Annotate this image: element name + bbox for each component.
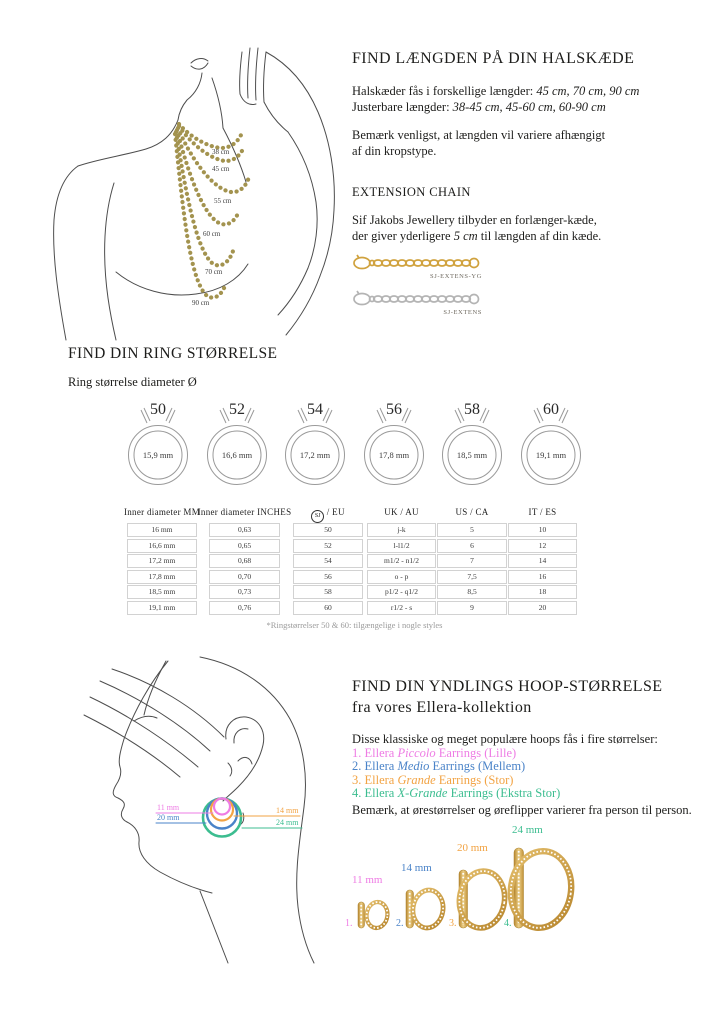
- hoop-size-label-14mm: 14 mm: [401, 862, 432, 874]
- ear-label-11mm: 11 mm: [157, 803, 180, 812]
- sj-logo-icon: SJ: [311, 510, 324, 523]
- hoop-list-item-x-grande: 4. Ellera X-Grande Earrings (Ekstra Stor): [352, 786, 561, 800]
- table-cell: 54: [293, 554, 363, 568]
- extension-chain-title: EXTENSION CHAIN: [352, 185, 471, 199]
- hoop-text-block: [352, 676, 722, 817]
- ring-size-number: 60: [542, 401, 559, 418]
- table-cell: p1/2 - q1/2: [367, 585, 436, 599]
- necklace-length-label: 60 cm: [203, 230, 221, 238]
- table-cell: o - p: [367, 570, 436, 584]
- table-cell: 8,5: [437, 585, 507, 599]
- column-header: IT / ES: [528, 507, 557, 517]
- table-column-inches: [197, 505, 292, 617]
- hoop-products-illustration: [340, 824, 580, 940]
- table-cell: 20: [508, 601, 577, 615]
- ring-table-footnote: *Ringstørrelser 50 & 60: tilgængelige i nogle styles: [266, 620, 443, 630]
- table-column-it-es: [508, 505, 577, 617]
- table-cell: 19,1 mm: [127, 601, 197, 615]
- hoop-list-item-piccolo: 1. Ellera Piccolo Earrings (Lille): [352, 745, 517, 760]
- table-cell: 52: [293, 539, 363, 553]
- table-cell: 10: [508, 523, 577, 537]
- hoop-section-title-line1: FIND DIN YNDLINGS HOOP-STØRRELSE: [352, 678, 663, 695]
- table-cell: r1/2 - s: [367, 601, 436, 615]
- ear-label-24mm: 24 mm: [276, 818, 299, 827]
- column-header: Inner diameter MM: [123, 507, 201, 517]
- table-cell: 16: [508, 570, 577, 584]
- gold-chain-icon: [352, 253, 482, 273]
- table-cell: 0,68: [209, 554, 280, 568]
- table-cell: 60: [293, 601, 363, 615]
- table-cell: 5: [437, 523, 507, 537]
- table-cell: 12: [508, 539, 577, 553]
- column-header: US / CA: [455, 507, 489, 517]
- table-cell: 18,5 mm: [127, 585, 197, 599]
- ear-illustration: [50, 655, 360, 965]
- ear-label-20mm: 20 mm: [157, 813, 180, 822]
- hoop-number-2: 2.: [396, 918, 404, 929]
- table-cell: 0,65: [209, 539, 280, 553]
- table-cell: 14: [508, 554, 577, 568]
- necklace-note-paragraph: Bemærk venligst, at længden vil variere afhængigt af din kropstype.: [352, 128, 606, 158]
- necklace-length-label: 55 cm: [214, 197, 232, 205]
- necklace-length-label: 70 cm: [205, 268, 223, 276]
- silver-chain-sku: SJ-EXTENS: [443, 309, 482, 316]
- hoop-size-label-20mm: 20 mm: [457, 842, 488, 854]
- table-cell: 0,76: [209, 601, 280, 615]
- table-cell: 0,63: [209, 523, 280, 537]
- ring-size-50: [119, 397, 198, 493]
- hoop-intro: Disse klassiske og meget populære hoops fås i fire størrelser:: [352, 732, 658, 746]
- necklace-illustration: [50, 40, 350, 345]
- ring-size-number: 52: [228, 401, 245, 418]
- hoop-list-item-grande: 3. Ellera Grande Earrings (Stor): [352, 772, 514, 787]
- necklace-length-label: 38 cm: [212, 148, 230, 156]
- column-header: UK / AU: [384, 507, 419, 517]
- gold-chain-sku: SJ-EXTENS-YG: [430, 273, 482, 280]
- ring-size-table: [123, 505, 582, 625]
- ring-inner-diameter: 19,1 mm: [535, 450, 566, 460]
- table-cell: 50: [293, 523, 363, 537]
- table-cell: 56: [293, 570, 363, 584]
- ring-section-subtitle: Ring størrelse diameter Ø: [68, 375, 197, 389]
- ring-size-number: 50: [150, 401, 166, 418]
- hoop-circle-11mm: [214, 799, 230, 815]
- ring-size-60: [512, 397, 591, 493]
- table-cell: 17,2 mm: [127, 554, 197, 568]
- ring-size-54: [276, 397, 355, 493]
- table-cell: l-l1/2: [367, 539, 436, 553]
- necklace-length-label: 45 cm: [212, 165, 230, 173]
- ring-size-number: 54: [307, 401, 323, 418]
- table-cell: 6: [437, 539, 507, 553]
- hoop-number-1: 1.: [345, 918, 353, 929]
- hoop-list-item-medio: 2. Ellera Medio Earrings (Mellem): [352, 759, 526, 773]
- hoop-section-title-line2: fra vores Ellera-kollektion: [352, 699, 532, 716]
- ring-inner-diameter: 17,8 mm: [378, 450, 409, 460]
- hoop-number-3: 3.: [449, 918, 457, 929]
- hoop-size-label-24mm: 24 mm: [512, 824, 543, 836]
- table-cell: 16 mm: [127, 523, 197, 537]
- profile-face-drawing-icon: [50, 655, 360, 965]
- table-cell: 16,6 mm: [127, 539, 197, 553]
- necklace-length-label: 90 cm: [192, 299, 210, 307]
- table-cell: m1/2 - n1/2: [367, 554, 436, 568]
- table-column-mm: [123, 505, 201, 617]
- necklace-lengths-paragraph: Halskæder fås i forskellige længder: 45 cm, 70 cm, 90 cm Justerbare længder: 38-45 cm, 45-60 cm, 60-90 cm: [352, 84, 640, 114]
- silver-chain-icon: [352, 289, 482, 309]
- ring-inner-diameter: 18,5 mm: [456, 450, 488, 460]
- extension-chain-paragraph: Sif Jakobs Jewellery tilbyder en forlænger-kæde, der giver yderligere 5 cm til længden af din kæde.: [352, 213, 602, 243]
- ring-inner-diameter: 16,6 mm: [221, 450, 252, 460]
- ring-size-number: 58: [464, 401, 480, 418]
- ring-section-title: FIND DIN RING STØRRELSE: [68, 345, 278, 362]
- ear-label-14mm: 14 mm: [276, 806, 299, 815]
- hoop-size-label-11mm: 11 mm: [352, 874, 383, 886]
- ring-size-row: [119, 397, 590, 493]
- table-cell: 0,73: [209, 585, 280, 599]
- extension-chain-gold: [352, 253, 482, 280]
- table-cell: 9: [437, 601, 507, 615]
- table-cell: 0,70: [209, 570, 280, 584]
- ring-size-56: [355, 397, 434, 493]
- table-cell: 7: [437, 554, 507, 568]
- table-cell: 7,5: [437, 570, 507, 584]
- table-cell: 17,8 mm: [127, 570, 197, 584]
- necklace-text-block: [352, 50, 717, 316]
- table-cell: j-k: [367, 523, 436, 537]
- ring-inner-diameter: 15,9 mm: [142, 450, 174, 460]
- table-cell: 18: [508, 585, 577, 599]
- necklace-section-title: FIND LÆNGDEN PÅ DIN HALSKÆDE: [352, 50, 635, 67]
- ring-size-58: [433, 397, 512, 493]
- column-header: Inner diameter INCHES: [197, 507, 292, 517]
- column-header-sj-eu: SJ / EU: [281, 505, 375, 523]
- ring-inner-diameter: 17,2 mm: [299, 450, 331, 460]
- ring-size-number: 56: [385, 401, 402, 418]
- table-column-sj-eu: [293, 505, 363, 617]
- ring-size-52: [198, 397, 277, 493]
- hoop-number-4: 4.: [504, 918, 512, 929]
- table-cell: 58: [293, 585, 363, 599]
- extension-chain-silver: [352, 289, 482, 316]
- hoop-note: Bemærk, at ørestørrelser og øreflipper varierer fra person til person.: [352, 802, 692, 817]
